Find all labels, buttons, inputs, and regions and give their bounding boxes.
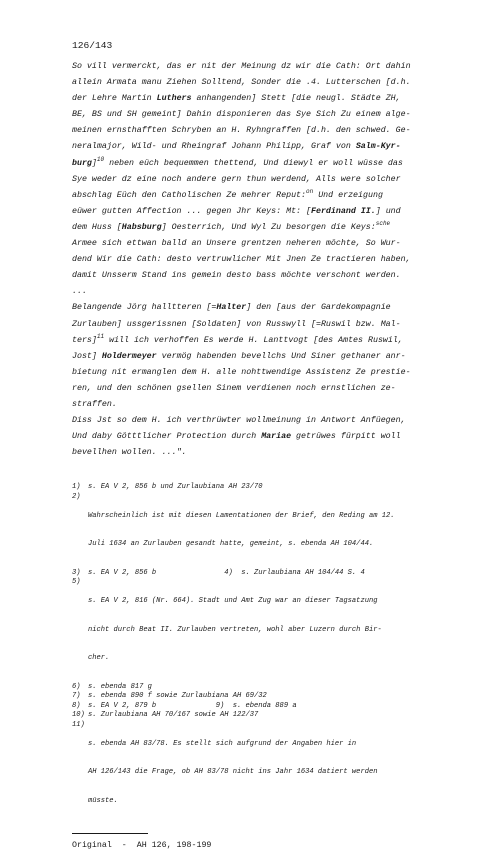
footnote-number: 3) xyxy=(72,568,81,577)
footnote-text: s. ebenda 890 f sowie Zurlaubiana AH 69/32 xyxy=(88,692,267,701)
footnote xyxy=(72,683,452,693)
text-line: Sye weder dz eine noch andere gern thun werdend, Alls were solcher xyxy=(72,174,401,184)
footnote-text: s. Zurlaubiana AH 70/167 sowie AH 122/37 xyxy=(88,711,259,720)
text-line: Diss Jst so dem H. ich verthrüwter wollmeinung in Antwort Anfüegen, xyxy=(72,416,406,426)
text-line: bevellhen wollen. ...". xyxy=(72,448,187,458)
name-mariae: Mariae xyxy=(261,432,292,442)
footnote-number: 7) xyxy=(72,692,81,701)
footnote-number: 1) xyxy=(72,483,81,492)
footnote-number: 10) xyxy=(72,711,85,720)
text-line: Armee sich ettwan balld an Unsere grentzen neheren möchte, So Wur- xyxy=(72,239,401,249)
letter-text xyxy=(72,59,452,461)
footnote-number: 8) xyxy=(72,701,81,710)
text-line: bietung nit ermanglen dem H. alle nohttwendige Assistenz Ze prestie- xyxy=(72,367,411,377)
text-line: Und daby Götttlicher Protection durch Mariae getrüwes fürpitt woll xyxy=(72,432,401,442)
text-line: neralmajor, Wild- und Rheingraf Johann Philipp, Graf von Salm-Kyr- xyxy=(72,142,401,152)
name-luthers: Luthers xyxy=(156,94,192,104)
text-line: So vill vermerckt, das er nit der Meinung dz wir die Cath: Ort dahin xyxy=(72,62,411,71)
footnote-text: s. EA V 2, 856 b 4) s. Zurlaubiana AH 104/44 S. 4 xyxy=(88,568,365,577)
text-line: BE, BS und SH gemeint] Dahin disponieren das Sye Sich Zu einem alge- xyxy=(72,110,411,120)
footnote-ref: 11 xyxy=(96,332,105,340)
footnote-text: s. ebenda 817 g xyxy=(88,682,152,691)
name-ferdinand: Ferdinand II. xyxy=(311,206,376,216)
text-line: ren, und den schönen gsellen Sinem verdienen noch ernstlichen ze- xyxy=(72,383,396,393)
text-line: ters]$^{11}$ will ich verhoffen Es werde H. Lanttvogt [des Amtes Ruswil, xyxy=(72,332,403,345)
text-line: Zurlauben] ussgerissnen [Soldaten] von Russwyll [=Ruswil bzw. Mal- xyxy=(72,319,401,329)
text-line: allein Armata manu Ziehen Solltend, Sonder die .4. Lutterschen [d.h. xyxy=(72,78,411,88)
text-line: Belangende Jörg halltteren [=Halter] den [aus der Gardekompagnie xyxy=(72,303,391,313)
text-line: meinen ernsthafften Schryben an H. Ryhngraffen [d.h. den schwed. Ge- xyxy=(72,126,411,136)
page-number: 126/143 xyxy=(72,40,113,51)
footnote xyxy=(72,702,452,712)
footnote-number: 2) xyxy=(72,492,81,501)
name-holdermeyer: Holdermeyer xyxy=(101,351,157,361)
name-salm-kyrburg: Salm-Kyr- xyxy=(355,142,401,152)
footnote xyxy=(72,483,452,493)
footnote xyxy=(72,692,452,702)
source-line: Original - AH 126, 198-199 xyxy=(72,841,212,851)
footnote xyxy=(72,721,452,826)
name-habsburg: Habsburg xyxy=(121,222,162,232)
name-salm-kyrburg-end: burg xyxy=(72,158,92,168)
text-line: Jost] Holdermeyer vermög habenden bevellchs Und Siner gethaner anr- xyxy=(72,351,406,361)
footnote xyxy=(72,569,452,579)
footnote xyxy=(72,493,452,569)
footnote-text: s. ebenda AH 83/78. Es stellt sich aufgrund der Angaben hier in AH 126/143 die Frage, ob AH 83/78 nicht ins Jahr 1634 datiert werden müsste. xyxy=(88,739,378,805)
superscript: on xyxy=(306,187,314,195)
footnote-text: s. EA V 2, 816 (Nr. 664). Stadt und Amt Zug war an dieser Tagsatzung nicht durch Beat II. Zurlauben vertreten, wohl aber Luzern durch Bir- cher. xyxy=(88,597,382,663)
footnote-number: 11) xyxy=(72,720,85,729)
text-line: eüwer gutten Affection ... gegen Jhr Keys: Mt: [Ferdinand II.] und xyxy=(72,206,401,216)
text-line: abschlag Eüch den Catholischen Ze mehrer Reput:$^{on}$ Und erzeigung xyxy=(72,187,383,200)
ellipsis-line: ... xyxy=(72,287,87,297)
footnote-text: Wahrscheinlich ist mit diesen Lamentationen der Brief, den Reding am 12. Juli 1634 an Zurlauben gesandt hatte, gemeint, s. ebenda AH 104/44. xyxy=(88,511,395,549)
separator-rule xyxy=(72,833,148,834)
text-line: dend Wir die Cath: desto vertruwlicher Mit Jnen Ze tractieren haben, xyxy=(72,255,411,265)
superscript: sche xyxy=(375,219,391,227)
text-line: straffen. xyxy=(72,399,117,409)
text-line: damit Unsserm Stand ins gemein desto bass möchte verschont werden. xyxy=(72,271,401,281)
footnote-text: s. EA V 2, 879 b 9) s. ebenda 889 a xyxy=(88,701,297,710)
footnotes xyxy=(72,483,452,825)
text-line: burg]$^{10}$ neben eüch bequemmen thettend, Und diewyl er woll wüsse das xyxy=(72,155,403,168)
text-line: der Lehre Martin Luthers anhangenden] Stett [die neugl. Städte ZH, xyxy=(72,94,401,104)
footnote-number: 5) xyxy=(72,578,81,587)
footnote-number: 6) xyxy=(72,682,81,691)
text-line: dem Huss [Habsburg] Oesterrich, Und Wyl Zu besorgen die Keys:$^{sche}$ xyxy=(72,219,391,232)
name-halter: Halter xyxy=(216,303,247,313)
footnote-ref: 10 xyxy=(96,155,105,163)
document-page xyxy=(72,40,452,852)
footnote xyxy=(72,578,452,683)
footnote-text: s. EA V 2, 856 b und Zurlaubiana AH 23/70 xyxy=(88,483,263,492)
